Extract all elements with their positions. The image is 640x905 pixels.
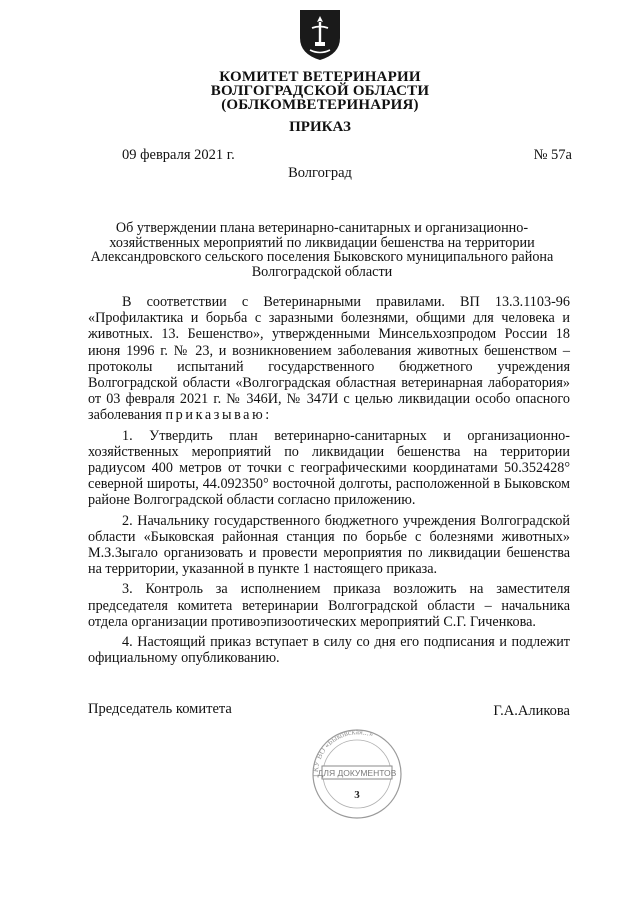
order-item-2: 2. Начальнику государственного бюджетного учреждения Волгоградской области «Быковская районная станция по борьбе с болезнями животных» М.З.Зыгало организовать и провести мероприятия по ликвидации бешенства на территории, указанной в пункте 1 настоящего приказа. (88, 512, 570, 578)
signer-title: Председатель комитета (88, 701, 232, 717)
org-name-line1: КОМИТЕТ ВЕТЕРИНАРИИ (219, 69, 421, 85)
stamp-text-middle: ДЛЯ ДОКУМЕНТОВ (317, 768, 397, 778)
order-date: 09 февраля 2021 г. (122, 147, 235, 163)
stamp-text-top: ГКУ ВО «Быковская...» (310, 727, 375, 778)
order-number: № 57а (533, 147, 572, 163)
subject-line3: Александровского сельского поселения Быковского муниципального района (90, 249, 554, 265)
order-body (88, 294, 570, 670)
org-name-line2: ВОЛГОГРАДСКОЙ ОБЛАСТИ (210, 83, 430, 99)
org-name-line3: (ОБЛКОМВЕТЕРИНАРИЯ) (221, 97, 419, 113)
volgograd-coat-of-arms-icon (298, 8, 342, 61)
order-item-1: 1. Утвердить план ветеринарно-санитарных и организационно-хозяйственных мероприятий по ликвидации бешенства на территории радиусом 400 метров от точки с географическими координатами 50.352428° северной широты, 44.092350° восточной долготы, расположенной в Быковском районе Волгоградской области согласно приложению. (88, 427, 570, 509)
organization-name (0, 70, 640, 112)
preamble-paragraph (88, 294, 570, 424)
stamp-number: 3 (354, 789, 360, 801)
order-item-4: 4. Настоящий приказ вступает в силу со дня его подписания и подлежит официальному опубликованию. (88, 634, 570, 667)
round-stamp-icon (300, 702, 410, 832)
order-subject (80, 221, 564, 279)
subject-line2: хозяйственных мероприятий по ликвидации бешенства на территории (109, 234, 535, 251)
subject-line1: Об утверждении плана ветеринарно-санитарных и организационно- (115, 220, 529, 236)
order-item-3: 3. Контроль за исполнением приказа возложить на заместителя председателя комитета ветеринарии Волгоградской области – начальника отдела организации противоэпизоотических мероприятий С.Г. Гиченкова. (88, 581, 570, 630)
subject-line4: Волгоградской области (251, 263, 393, 280)
order-word: приказываю: (165, 407, 272, 424)
signer-name: Г.А.Аликова (493, 703, 570, 719)
order-city: Волгоград (288, 165, 352, 181)
document-type-title: ПРИКАЗ (289, 119, 351, 135)
preamble-text: В соответствии с Ветеринарными правилами. ВП 13.3.1103-96 «Профилактика и борьба с заразными болезнями, общими для человека и животных. 13. Бешенство», утвержденными Минсельхозпродом России 18 июня 1996 г. № 23, и возникновением заболевания животных бешенством – протоколы испытаний государственного бюджетного учреждения Волгоградской области «Волгоградская областная ветеринарная лаборатория» от 03 февраля 2021 г. № 346И, № 347И с целью ликвидации особо опасного заболевания (88, 294, 570, 424)
